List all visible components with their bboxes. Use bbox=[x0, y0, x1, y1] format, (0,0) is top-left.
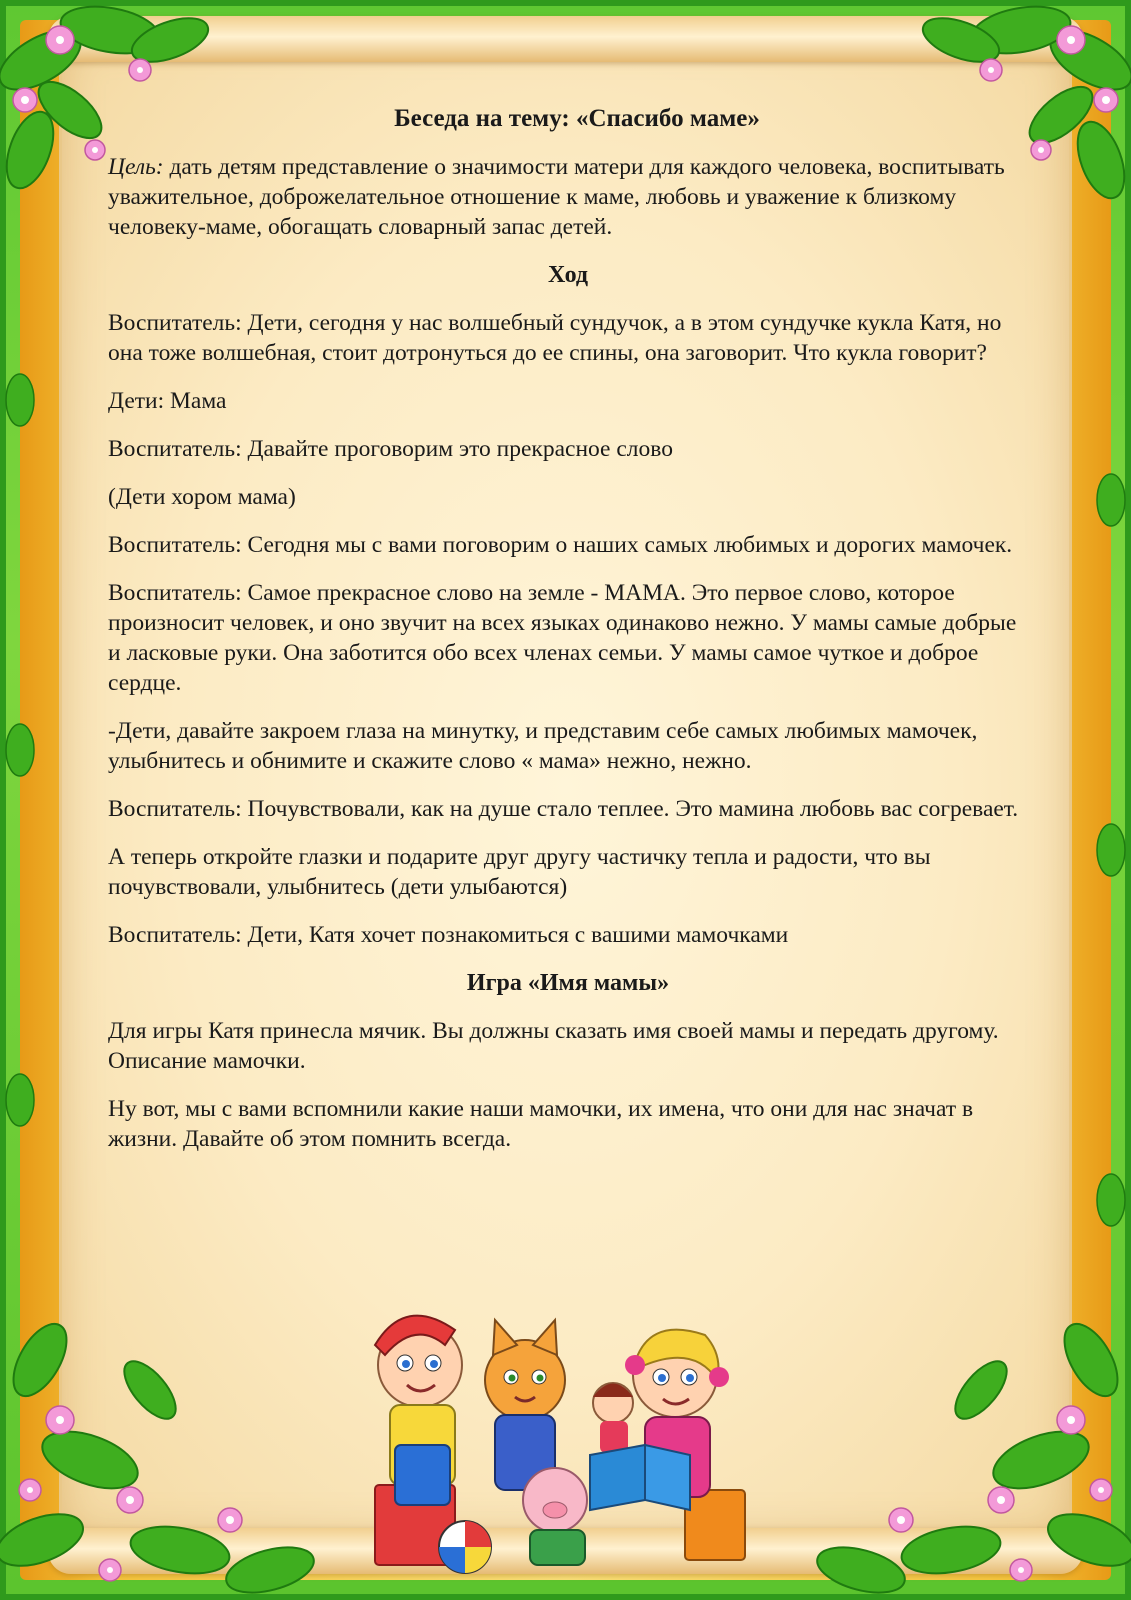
paragraph: Воспитатель: Почувствовали, как на душе стало теплее. Это мамина любовь вас согревает. bbox=[108, 796, 1019, 822]
goal-text: дать детям представление о значимости матери для каждого человека, воспитывать уважительное, доброжелательное отношение к маме, любовь и уважение к близкому человеку-маме, обогащать словарный запас детей. bbox=[108, 154, 1005, 240]
paragraph: Ну вот, мы с вами вспомнили какие наши мамочки, их имена, что они для нас значат в жизни. Давайте об этом помнить всегда. bbox=[108, 1096, 974, 1152]
goal-paragraph bbox=[108, 152, 1028, 242]
scroll-roll-top bbox=[48, 16, 1083, 62]
paragraph: -Дети, давайте закроем глаза на минутку, и представим себе самых любимых мамочек, улыбнитесь и обнимите и скажите слово « мама» нежно, нежно. bbox=[108, 718, 978, 774]
paragraph: Для игры Катя принесла мячик. Вы должны сказать имя своей мамы и передать другому. Описание мамочки. bbox=[108, 1018, 999, 1074]
section-heading: Ход bbox=[547, 262, 589, 288]
goal-label: Цель: bbox=[108, 154, 164, 180]
paragraph: Воспитатель: Дети, Катя хочет познакомиться с вашими мамочками bbox=[108, 922, 789, 948]
page-title: Беседа на тему: «Спасибо маме» bbox=[394, 105, 760, 132]
paragraph: Дети: Мама bbox=[108, 388, 227, 414]
paragraph: Воспитатель: Сегодня мы с вами поговорим о наших самых любимых и дорогих мамочек. bbox=[108, 532, 1013, 558]
game-heading: Игра «Имя мамы» bbox=[466, 970, 670, 996]
paragraph: Воспитатель: Дети, сегодня у нас волшебный сундучок, а в этом сундучке кукла Катя, но она тоже волшебная, стоит дотронуться до ее спины, она заговорит. Что кукла говорит? bbox=[108, 310, 1002, 366]
children-with-toys-illustration-icon bbox=[345, 1285, 765, 1585]
paragraph: Воспитатель: Давайте проговорим это прекрасное слово bbox=[108, 436, 673, 462]
document-body bbox=[108, 104, 1028, 1172]
paragraph: Воспитатель: Самое прекрасное слово на земле - МАМА. Это первое слово, которое произносит человек, и оно звучит на всех языках одинаково нежно. У мамы самые добрые и ласковые руки. Она заботится обо всех членах семьи. У мамы самое чуткое и доброе сердце. bbox=[108, 580, 1017, 696]
paragraph: А теперь откройте глазки и подарите друг другу частичку тепла и радости, что вы почувствовали, улыбнитесь (дети улыбаются) bbox=[108, 844, 931, 900]
paragraph: (Дети хором мама) bbox=[108, 484, 296, 510]
